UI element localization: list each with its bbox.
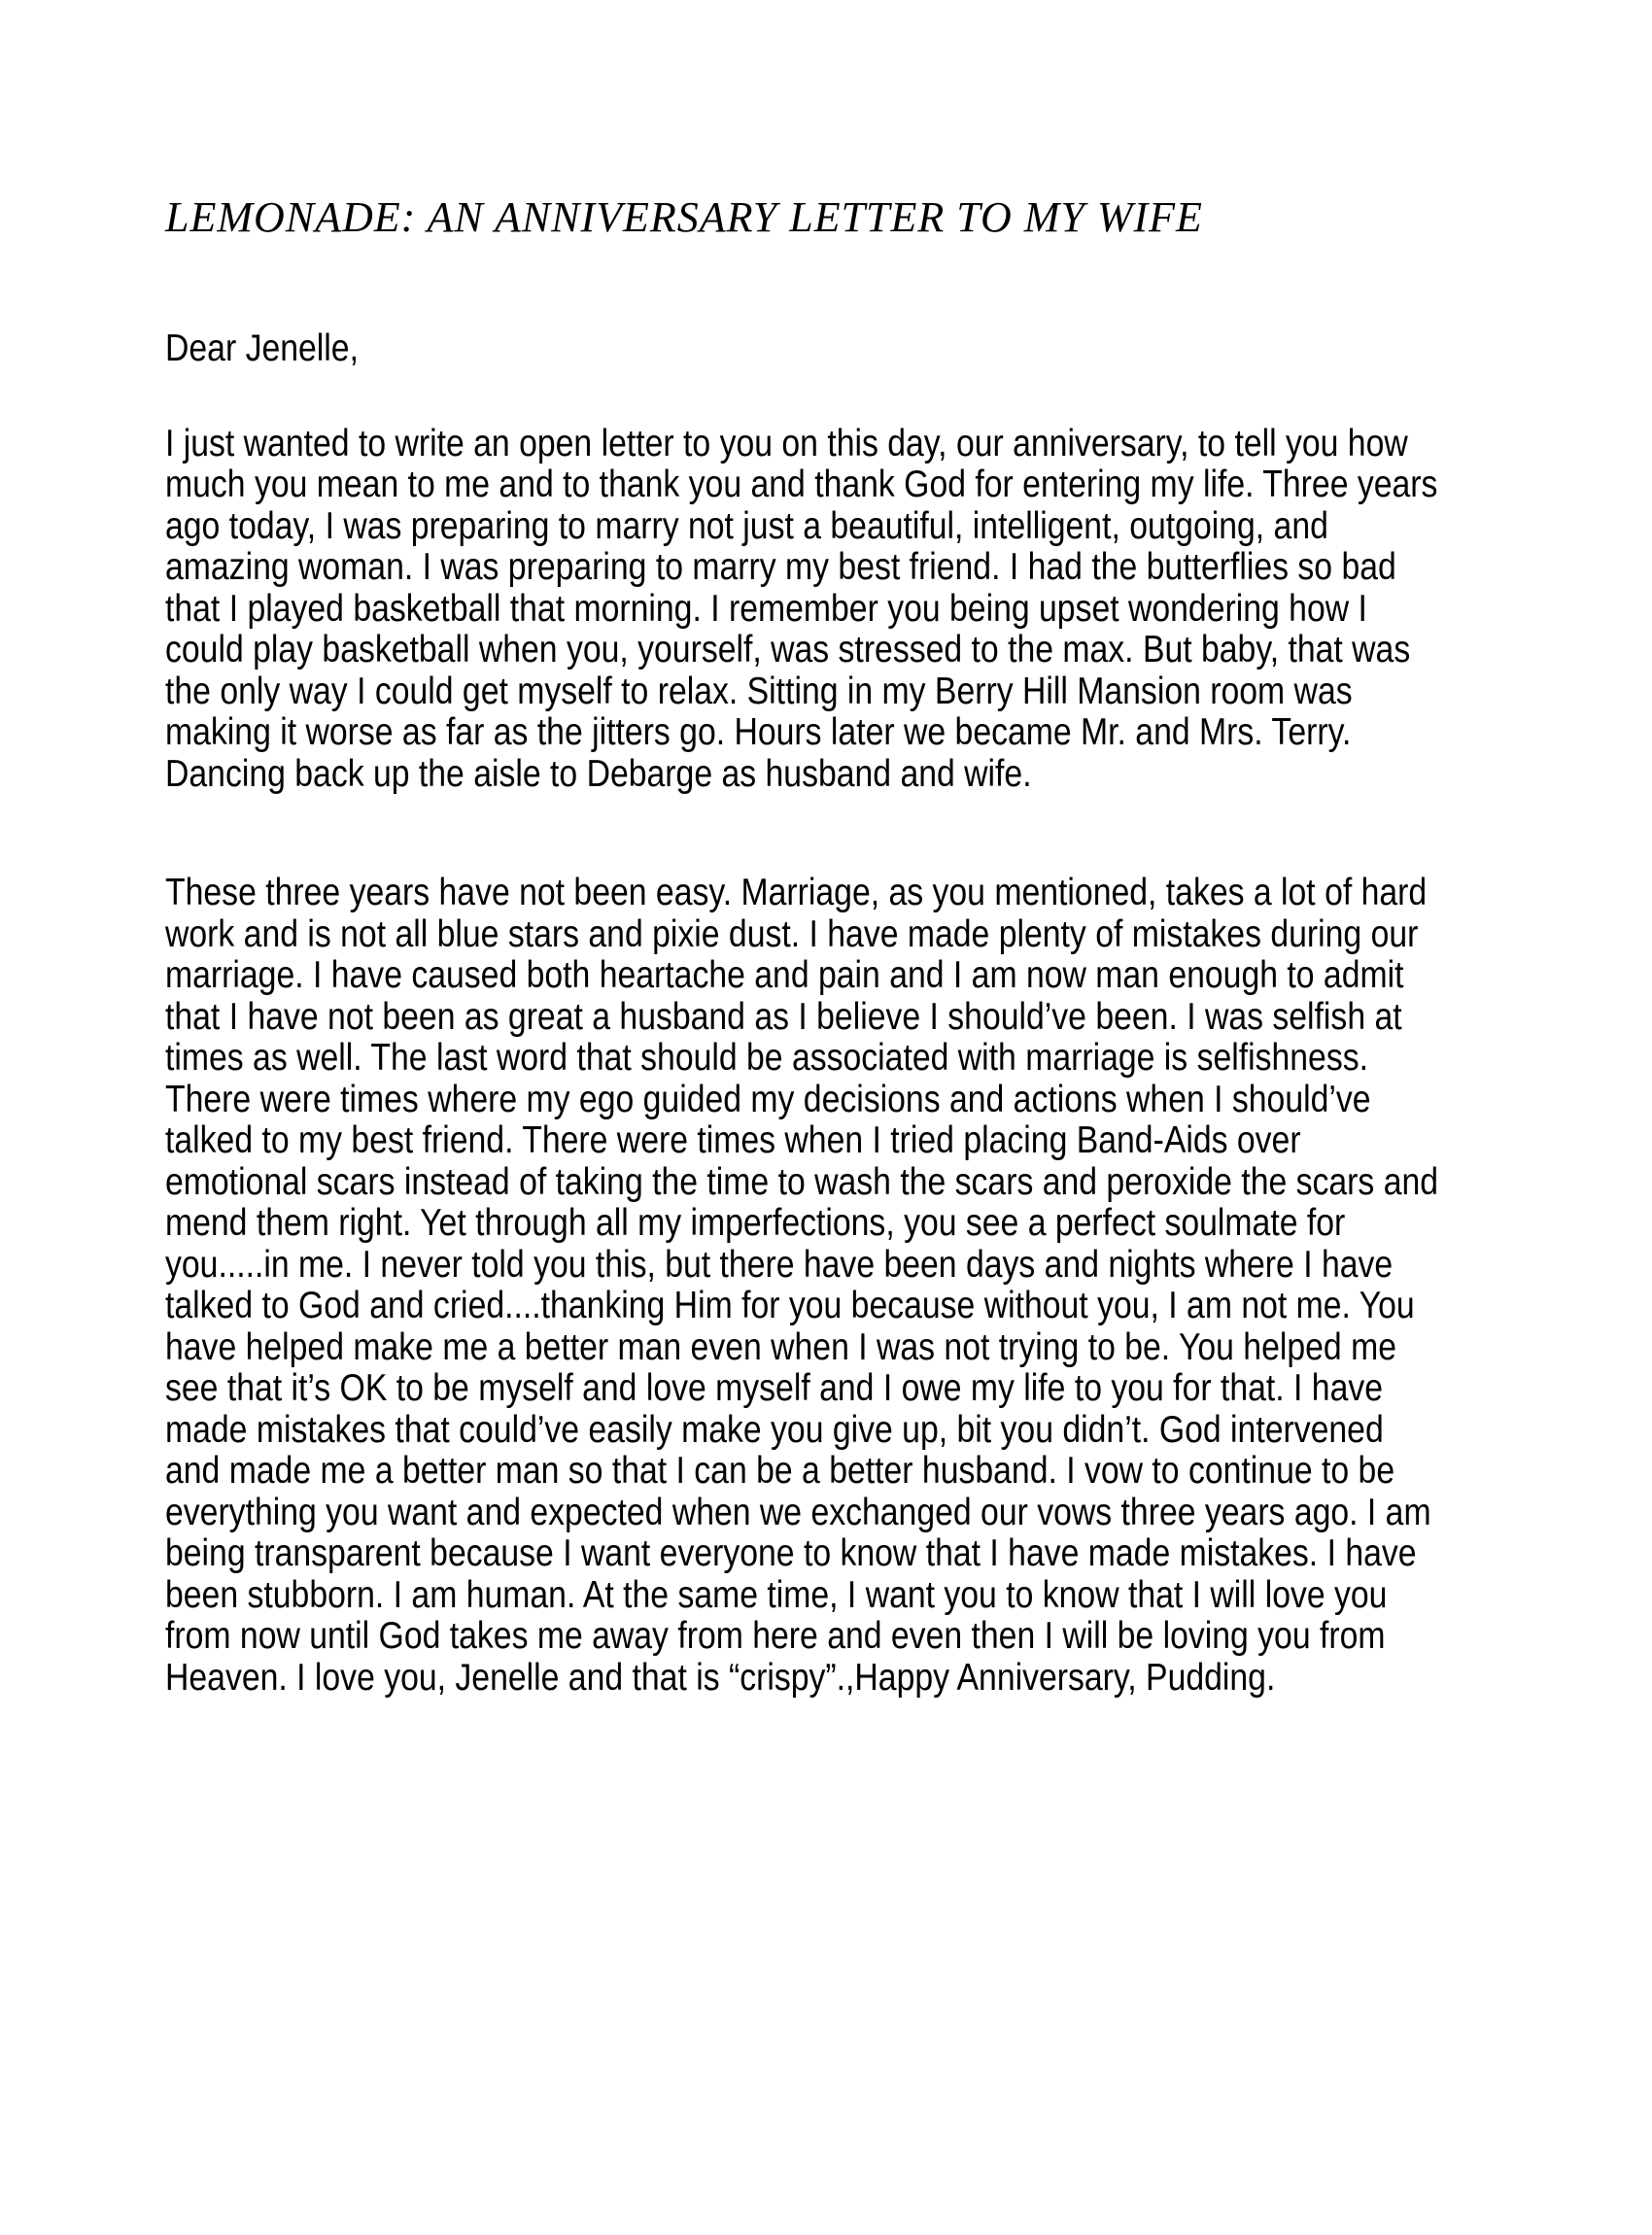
letter-paragraph-1: I just wanted to write an open letter to you on this day, our anniversary, to tell you how much you mean to me and to thank you and thank God for entering my life. Three years ago today, I was preparing to marry not just a beautiful, intelligent, outgoing, and amazing woman. I was preparing to marry my best friend. I had the butterflies so bad that I played basketball that morning. I remember you being upset wondering how I could play basketball when you, yourself, was stressed to the max. But baby, that was the only way I could get myself to relax. Sitting in my Berry Hill Mansion room was making it worse as far as the jitters go. Hours later we became Mr. and Mrs. Terry. Dancing back up the aisle to Debarge as husband and wife. <box>165 422 1438 795</box>
letter-paragraph-2: These three years have not been easy. Marriage, as you mentioned, takes a lot of hard work and is not all blue stars and pixie dust. I have made plenty of mistakes during our marriage. I have caused both heartache and pain and I am now man enough to admit that I have not been as great a husband as I believe I should’ve been. I was selfish at times as well. The last word that should be associated with marriage is selfishness. There were times where my ego guided my decisions and actions when I should’ve talked to my best friend. There were times when I tried placing Band-Aids over emotional scars instead of taking the time to wash the scars and peroxide the scars and mend them right. Yet through all my imperfections, you see a perfect soulmate for you.....in me. I never told you this, but there have been days and nights where I have talked to God and cried....thanking Him for you because without you, I am not me. You have helped make me a better man even when I was not trying to be. You helped me see that it’s OK to be myself and love myself and I owe my life to you for that. I have made mistakes that could’ve easily make you give up, bit you didn’t. God intervened and made me a better man so that I can be a better husband. I vow to continue to be everything you want and expected when we exchanged our vows three years ago. I am being transparent because I want everyone to know that I have made mistakes. I have been stubborn. I am human. At the same time, I want you to know that I will love you from now until God takes me away from here and even then I will be loving you from Heaven. I love you, Jenelle and that is “crispy”.,Happy Anniversary, Pudding. <box>165 872 1439 1699</box>
letter-body <box>165 328 1444 1776</box>
salutation: Dear Jenelle, <box>165 327 359 369</box>
letter-title: LEMONADE: AN ANNIVERSARY LETTER TO MY WIFE <box>165 193 1203 241</box>
